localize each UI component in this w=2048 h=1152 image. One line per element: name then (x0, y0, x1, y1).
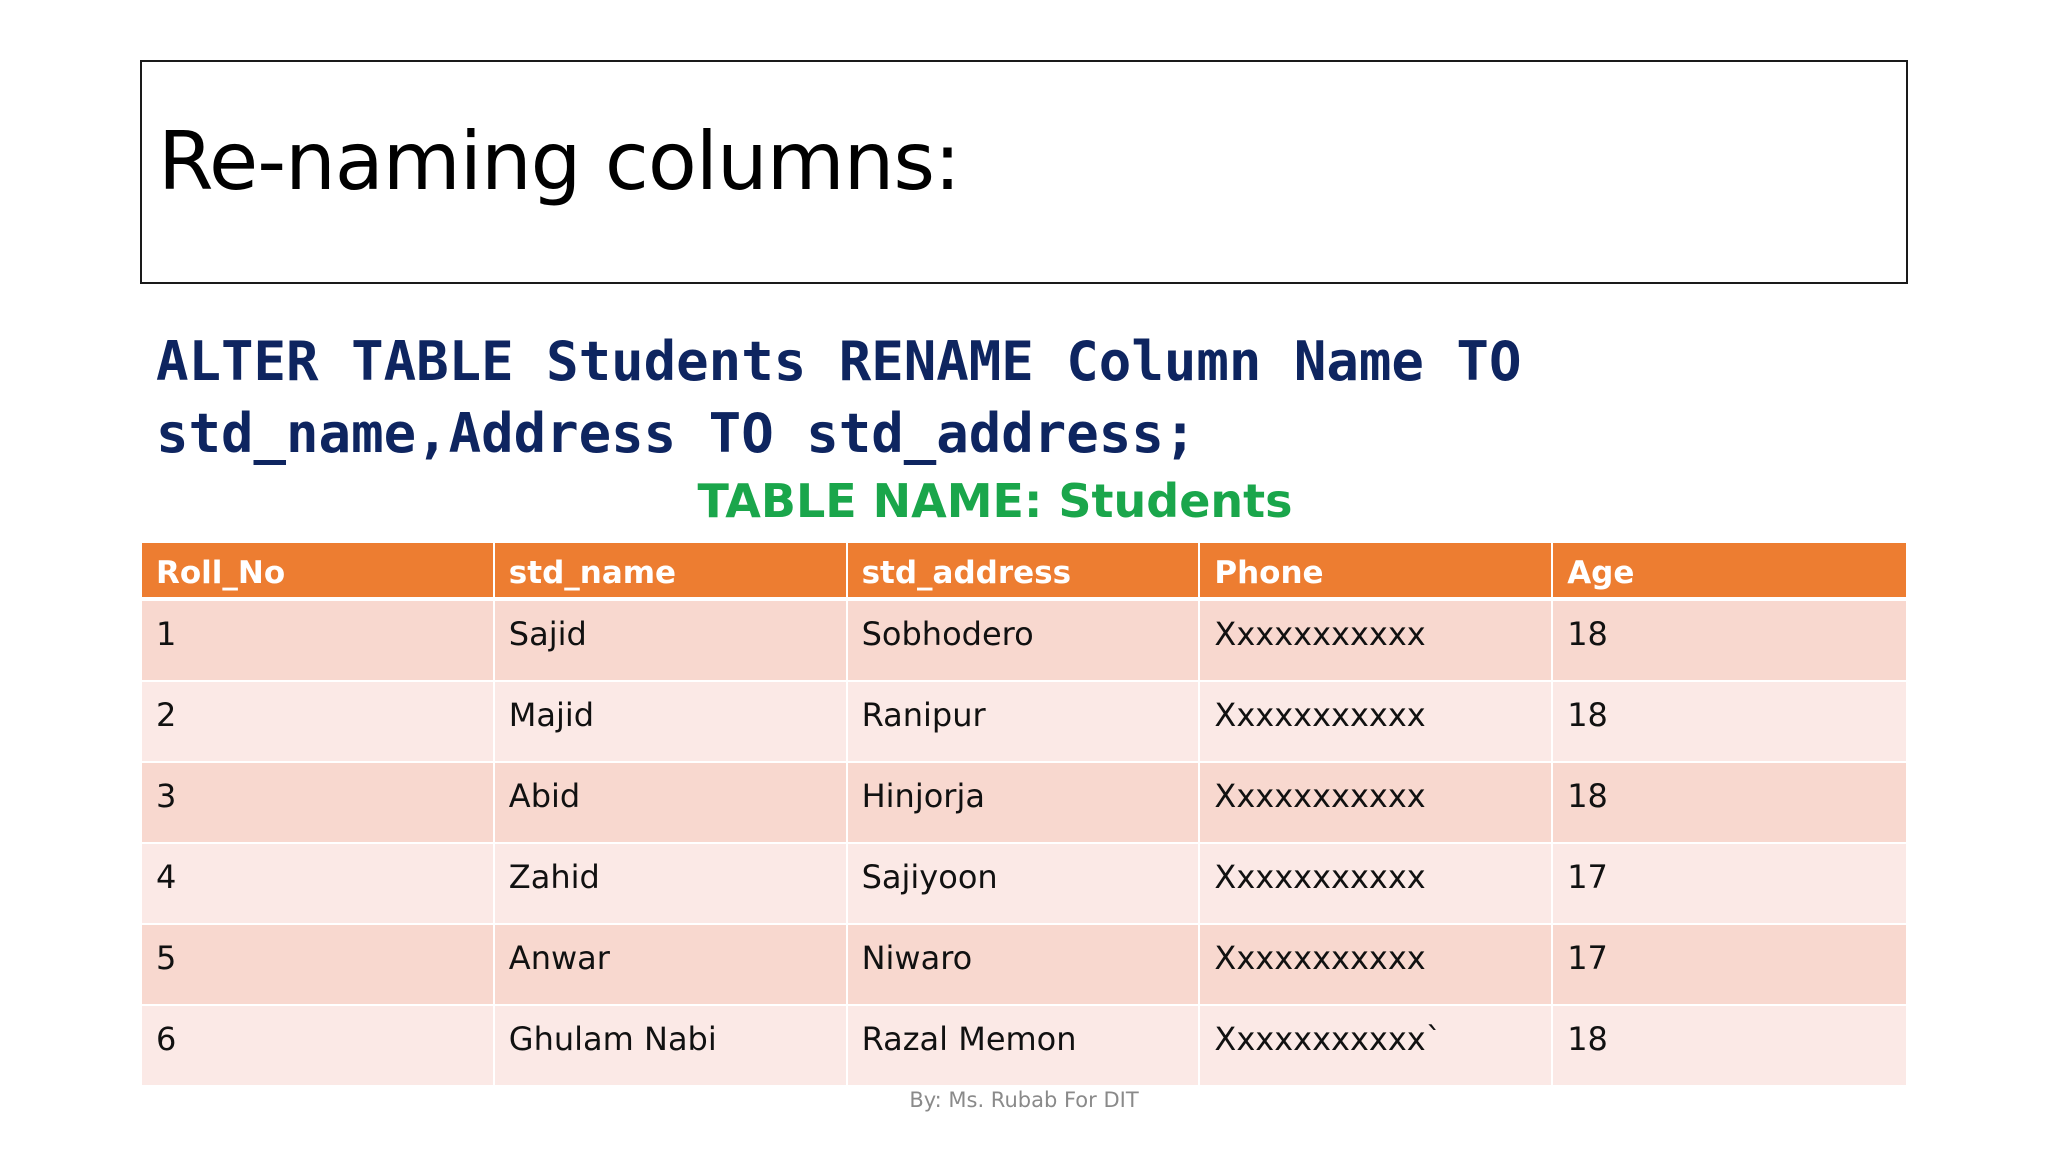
title-placeholder-box (140, 60, 1908, 284)
cell-std-name: Anwar (495, 925, 848, 1004)
cell-age: 18 (1567, 777, 1608, 815)
table-name-caption: TABLE NAME: Students (697, 474, 1293, 528)
cell-roll-no: 5 (142, 925, 495, 1004)
cell-std-address: Ranipur (848, 682, 1201, 761)
cell-std-address: Sajiyoon (848, 844, 1201, 923)
slide-footer: By: Ms. Rubab For DIT (909, 1088, 1139, 1112)
cell-phone: Xxxxxxxxxxx (1200, 601, 1553, 680)
students-table (142, 543, 1906, 1087)
sql-line-2: std_name,Address TO std_address; (156, 402, 1197, 465)
cell-roll-no: 2 (142, 682, 495, 761)
cell-std-address: Sobhodero (848, 601, 1201, 680)
table-row (142, 925, 1906, 1006)
cell-roll-no: 6 (142, 1006, 495, 1085)
table-header-row (142, 543, 1906, 601)
table-row (142, 763, 1906, 844)
cell-age: 17 (1567, 939, 1608, 977)
cell-roll-no: 1 (142, 601, 495, 680)
sql-line-1: ALTER TABLE Students RENAME Column Name TO (156, 330, 1522, 393)
cell-std-address: Hinjorja (848, 763, 1201, 842)
cell-age: 17 (1567, 858, 1608, 896)
cell-std-name: Sajid (495, 601, 848, 680)
cell-phone: Xxxxxxxxxxx` (1200, 1006, 1553, 1085)
header-cell-age: Age (1567, 555, 1635, 591)
header-cell-phone: Phone (1200, 543, 1553, 597)
cell-roll-no: 3 (142, 763, 495, 842)
header-cell-std-name: std_name (495, 543, 848, 597)
table-row (142, 601, 1906, 682)
cell-std-address: Razal Memon (848, 1006, 1201, 1085)
cell-std-name: Majid (495, 682, 848, 761)
table-row (142, 1006, 1906, 1087)
slide-title: Re-naming columns: (158, 115, 960, 208)
cell-phone: Xxxxxxxxxxx (1200, 682, 1553, 761)
cell-roll-no: 4 (142, 844, 495, 923)
cell-phone: Xxxxxxxxxxx (1200, 763, 1553, 842)
cell-std-name: Ghulam Nabi (495, 1006, 848, 1085)
cell-age: 18 (1567, 1020, 1608, 1058)
cell-std-name: Zahid (495, 844, 848, 923)
header-cell-roll-no: Roll_No (142, 543, 495, 597)
cell-std-address: Niwaro (848, 925, 1201, 1004)
table-row (142, 682, 1906, 763)
sql-statement (156, 326, 1856, 470)
cell-age: 18 (1567, 696, 1608, 734)
cell-phone: Xxxxxxxxxxx (1200, 925, 1553, 1004)
table-row (142, 844, 1906, 925)
cell-std-name: Abid (495, 763, 848, 842)
header-cell-std-address: std_address (848, 543, 1201, 597)
cell-age: 18 (1567, 615, 1608, 653)
cell-phone: Xxxxxxxxxxx (1200, 844, 1553, 923)
